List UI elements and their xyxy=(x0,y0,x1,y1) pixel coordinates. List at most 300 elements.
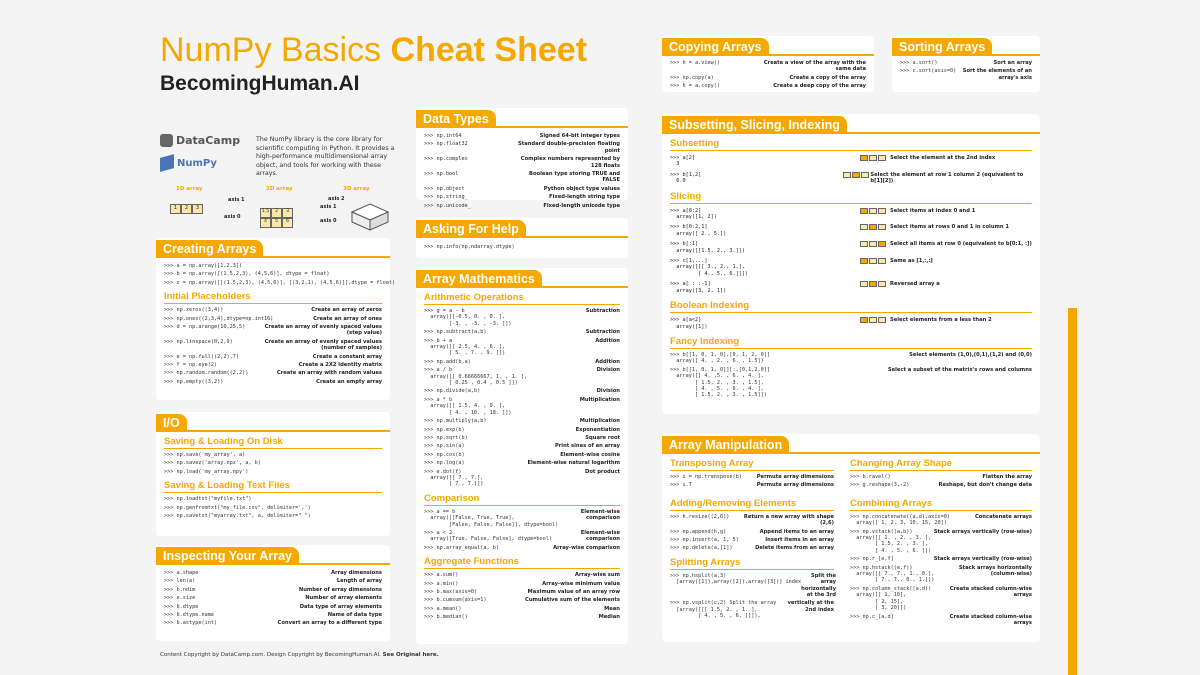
io-text-rows xyxy=(156,495,390,520)
code-description: Stack arrays horizontally (column-wise) xyxy=(958,564,1032,578)
code-text: >>> np.concatenate((a,d),axis=0) array([ 1, 2, 3, 10, 15, 20]) xyxy=(850,513,950,527)
subsection-title: Adding/Removing Elements xyxy=(670,498,834,511)
code-row xyxy=(662,256,1040,279)
code-text: >>> np.sin(a) xyxy=(424,443,465,450)
grid-cell xyxy=(878,155,886,161)
code-text: >>> np.multiply(a,b) xyxy=(424,418,487,425)
subsection-title: Combining Arrays xyxy=(850,498,1032,511)
code-row xyxy=(156,353,390,361)
code-text: >>> a.shape xyxy=(164,570,199,576)
intro-text: The NumPy library is the core library for scientific computing in Python. It provides a high-performance multidimensional array object, and tools for working with these arrays. xyxy=(256,136,395,178)
code-row xyxy=(156,603,390,611)
code-text: >>> a[ : :-1] array([3, 2, 1]) xyxy=(670,281,727,294)
code-row xyxy=(662,528,842,536)
cell-2d: 1.5 xyxy=(260,208,271,218)
code-row xyxy=(662,82,874,90)
code-row xyxy=(156,338,390,353)
code-text: >>> c.sort(axis=0) xyxy=(900,68,957,75)
code-row xyxy=(842,564,1040,585)
section-title: Data Types xyxy=(416,110,496,128)
code-description: Fixed-length unicode type xyxy=(543,202,620,209)
code-description: Subtraction xyxy=(585,308,620,314)
code-description: Stack arrays vertically (row-wise) xyxy=(933,528,1032,535)
code-text: >>> np.cos(b) xyxy=(424,451,465,458)
code-text: >>> e.size xyxy=(164,595,196,602)
code-text: >>> np.object xyxy=(424,185,465,192)
grid-cell xyxy=(878,317,886,323)
cell-1d: 3 xyxy=(192,204,203,214)
code-row xyxy=(156,504,390,512)
code-row xyxy=(416,396,628,417)
cell-1d: 1 xyxy=(170,204,181,214)
code-description: Reversed array a xyxy=(890,281,940,288)
code-description: Stack arrays vertically (row-wise) xyxy=(933,556,1032,563)
code-row xyxy=(156,495,390,503)
code-description: Exponentiation xyxy=(575,426,620,433)
code-description: Permute array dimensions xyxy=(756,474,834,480)
code-row xyxy=(662,222,1040,239)
code-text: >>> np.exp(b) xyxy=(424,426,465,433)
grid-cell xyxy=(860,241,868,247)
code-row xyxy=(662,599,842,620)
code-description: Number of array dimensions xyxy=(298,586,382,593)
code-description: Number of array elements xyxy=(305,595,382,602)
code-text: >>> len(a) xyxy=(164,578,196,585)
code-text: >>> np.column_stack((a,d)) array([[ 1, 10], [ 2, 15], [ 3, 20]]) xyxy=(850,585,932,612)
accent-bar xyxy=(1068,308,1077,675)
datacamp-logo: DataCamp xyxy=(160,134,240,147)
code-text: >>> a == b array([[False, True, True], [False, False, False]], dtype=bool) xyxy=(424,508,559,528)
code-description: Mean xyxy=(604,605,620,612)
code-row xyxy=(156,577,390,585)
code-text: >>> b.dtype xyxy=(164,603,199,610)
code-row xyxy=(416,580,628,588)
code-text: >>> g.reshape(3,-2) xyxy=(850,482,910,489)
code-text: >>> np.load('my_array.npy') xyxy=(164,468,249,475)
code-row xyxy=(416,442,628,450)
dtypes-rows xyxy=(416,128,628,210)
code-row xyxy=(156,262,390,270)
subsetting-rows xyxy=(662,153,1040,187)
grid-cell xyxy=(878,224,886,230)
array-diagram xyxy=(860,281,890,287)
grid-cell xyxy=(860,317,868,323)
code-row xyxy=(156,323,390,338)
code-text: >>> b[:1] array([[1.5, 2., 3.]]) xyxy=(670,241,745,254)
code-description: Maximum value of an array row xyxy=(527,589,620,595)
title-part2: Cheat Sheet xyxy=(390,31,588,69)
code-row xyxy=(156,306,390,314)
label-axis0-3d: axis 0 xyxy=(320,218,337,224)
code-text: >>> d = np.arange(10,25,5) xyxy=(164,324,246,331)
aggregate-rows xyxy=(416,571,628,621)
code-text: >>> np.hsplit(a,3) [array([1]),array([2]),array([3])] index xyxy=(670,572,802,586)
cell-2d: 5 xyxy=(271,218,282,228)
code-text: >>> np.hstack((e,f)) array([[ 7., 7., 1., 0.], [ 7., 7., 0., 1.]]) xyxy=(850,564,935,584)
code-description: Element-wise natural logarithm xyxy=(527,460,620,467)
array-1d xyxy=(170,204,203,214)
code-text: >>> np.int64 xyxy=(424,133,462,139)
code-description: Create a view of the array with the same data xyxy=(763,60,866,73)
code-description: Length of array xyxy=(336,578,382,585)
code-text: >>> np.array_equal(a, b) xyxy=(424,544,499,551)
code-description: Delete items from an array xyxy=(755,545,834,552)
code-description: Create a deep copy of the array xyxy=(773,83,866,90)
code-description: Multiplication xyxy=(579,396,620,403)
code-text: >>> np.savez('array.npz', a, b) xyxy=(164,460,261,467)
code-text: >>> b[1,2] 6.0 xyxy=(670,171,702,185)
code-row xyxy=(416,544,628,552)
code-text: >>> np.delete(a,[1]) xyxy=(670,545,733,552)
code-row xyxy=(842,473,1040,481)
code-row xyxy=(416,571,628,579)
title-part1: NumPy Basics xyxy=(160,31,382,69)
code-row xyxy=(416,132,628,140)
code-text: >>> a[a<2] array([1]) xyxy=(670,317,708,330)
code-description: Dot product xyxy=(585,468,620,475)
comparison-rows xyxy=(416,508,628,552)
numpy-icon xyxy=(160,154,174,172)
cell-2d: 4 xyxy=(260,218,271,228)
array-diagram xyxy=(860,208,890,214)
numpy-logo: NumPy xyxy=(160,156,217,170)
code-description: Create an array of evenly spaced values (number of samples) xyxy=(264,338,382,352)
subsection-title: Fancy Indexing xyxy=(670,336,1032,349)
code-row xyxy=(416,387,628,395)
io-card xyxy=(156,412,390,536)
inspect-rows xyxy=(156,565,390,628)
subsection-title: Aggregate Functions xyxy=(424,556,620,569)
code-description: Data type of array elements xyxy=(299,603,382,610)
code-row xyxy=(842,513,1040,528)
code-description: Create a copy of the array xyxy=(789,74,866,81)
section-title: Array Manipulation xyxy=(662,436,789,454)
code-description: Array-wise comparison xyxy=(553,544,620,551)
code-text: >>> e.dot(f) array([[ 7., 7.], [ 7., 7.]]) xyxy=(424,468,484,488)
code-description: Select all items at row 0 (equivalent to b[0:1, :]) xyxy=(890,241,1032,248)
code-description: Name of data type xyxy=(327,612,382,619)
code-text: >>> h.resize((2,6)) xyxy=(670,513,730,520)
code-row xyxy=(416,613,628,621)
code-description: Create a constant array xyxy=(312,353,382,360)
section-title: Sorting Arrays xyxy=(892,38,992,56)
code-description: Same as [1,:,:] xyxy=(890,258,933,265)
code-description: Addition xyxy=(595,358,620,365)
cell-2d: 2 xyxy=(271,208,282,218)
code-text: >>> np.vstack((a,b)) array([[ 1. , 2. , 3. ], [ 1.5, 2. , 3. ], [ 4. , 5. , 6. ]]) xyxy=(850,528,932,554)
grid-cell xyxy=(869,258,877,264)
array-diagram xyxy=(843,172,870,178)
array-math-card xyxy=(416,268,628,644)
code-row xyxy=(662,366,1040,400)
code-description: Select elements from a less than 2 xyxy=(890,317,992,324)
code-row xyxy=(416,202,628,210)
code-row xyxy=(662,153,1040,170)
creating-rows xyxy=(156,258,396,287)
code-text: >>> b = np.array([(1.5,2,3), (4,5,6)], dtype = float) xyxy=(164,271,330,278)
code-row xyxy=(892,67,1040,82)
code-row xyxy=(662,473,842,481)
code-description: Element-wise comparison xyxy=(580,529,620,543)
code-text: >>> np.add(b,a) xyxy=(424,358,471,365)
code-text: >>> b.median() xyxy=(424,614,468,621)
code-text: >>> a.min() xyxy=(424,580,459,587)
code-description: Sort an array xyxy=(993,60,1032,66)
code-description: Array-wise minimum value xyxy=(542,580,620,587)
section-title: Copying Arrays xyxy=(662,38,769,56)
code-text: >>> a = np.array([1,2,3]) xyxy=(164,263,243,269)
code-description: Cumulative sum of the elements xyxy=(525,597,620,604)
code-text: >>> np.zeros((3,4)) xyxy=(164,307,224,314)
code-row xyxy=(842,555,1040,563)
code-description: Element-wise comparison xyxy=(580,508,620,522)
code-row xyxy=(416,366,628,387)
array-2d xyxy=(260,208,293,228)
code-description: Create an array of zeros xyxy=(311,307,382,314)
code-text: >>> b[[1, 0, 1, 0],[0, 1, 2, 0]] array([ 4. , 2. , 6. , 1.5]) xyxy=(670,351,770,365)
code-description: Select items at rows 0 and 1 in column 1 xyxy=(890,224,1010,231)
code-row xyxy=(156,569,390,577)
section-title: Array Mathematics xyxy=(416,270,542,288)
manipulation-card xyxy=(662,434,1040,642)
grid-cell xyxy=(869,208,877,214)
subsection-title: Initial Placeholders xyxy=(164,291,382,304)
code-description: Array dimensions xyxy=(331,570,382,576)
code-description: Concatenate arrays xyxy=(974,513,1032,520)
code-description: Print sines of an array xyxy=(554,443,620,450)
code-text: >>> np.ones((2,3,4),dtype=np.int16) xyxy=(164,315,274,322)
code-description: Select elements (1,0),(0,1),(1,2) and (0,0) xyxy=(909,351,1032,358)
code-row xyxy=(662,536,842,544)
code-row xyxy=(156,451,390,459)
placeholder-rows xyxy=(156,306,390,386)
code-row xyxy=(662,315,1040,332)
label-3d: 3D array xyxy=(343,186,370,192)
code-row xyxy=(662,206,1040,223)
code-description: Select a subset of the matrix's rows and columns xyxy=(887,366,1032,373)
code-text: >>> np.subtract(a,b) xyxy=(424,329,487,336)
code-text: >>> b.max(axis=0) xyxy=(424,589,478,595)
code-description: Boolean type storing TRUE and FALSE xyxy=(529,171,620,184)
code-row xyxy=(662,239,1040,256)
code-row xyxy=(156,611,390,619)
code-description: Python object type values xyxy=(543,185,620,192)
array-diagram xyxy=(860,224,890,230)
code-description: Flatten the array xyxy=(982,474,1032,480)
code-text: >>> np.vsplit(c,2) Split the array [array([[[ 1.5, 2. , 1. ], [ 4. , 5. , 6. ]]]), xyxy=(670,600,777,620)
subsetting-card xyxy=(662,114,1040,414)
code-text: >>> b + a array([[ 2.5, 4. , 6. ], [ 5. , 7. , 9. ]]) xyxy=(424,337,506,357)
code-row xyxy=(842,528,1040,556)
subsection-title: Subsetting xyxy=(670,138,1032,151)
code-row xyxy=(416,588,628,596)
code-text: >>> np.append(h,g) xyxy=(670,528,727,535)
grid-cell xyxy=(869,281,877,287)
code-row xyxy=(416,358,628,366)
header xyxy=(160,30,587,96)
code-row xyxy=(156,459,390,467)
see-original-link[interactable]: See Original here. xyxy=(382,652,439,658)
code-text: >>> np.divide(a,b) xyxy=(424,388,481,395)
code-row xyxy=(662,572,842,600)
footer: Content Copyright by DataCamp.com. Design Copyright by BecomingHuman.AI. See Original here. xyxy=(160,652,439,658)
code-row xyxy=(416,337,628,358)
grid-cell xyxy=(843,172,851,178)
code-text: >>> np.log(a) xyxy=(424,460,465,467)
section-title: Subsetting, Slicing, Indexing xyxy=(662,116,847,134)
subsection-title: Boolean Indexing xyxy=(670,300,1032,313)
subsection-title: Arithmetic Operations xyxy=(424,292,620,305)
code-description: Create an array of evenly spaced values (step value) xyxy=(264,324,382,337)
code-row xyxy=(662,513,842,528)
code-text: >>> i.T xyxy=(670,482,692,489)
data-types-card xyxy=(416,108,628,209)
code-description: Multiplication xyxy=(579,418,620,425)
code-text: >>> a < 2 array([True, False, False], dtype=bool) xyxy=(424,529,553,543)
code-text: >>> a * b array([[ 1.5, 4. , 9. ], [ 4. , 10. , 18. ]]) xyxy=(424,396,512,416)
code-description: Return a new array with shape (2,6) xyxy=(743,513,834,527)
code-description: Signed 64-bit integer types xyxy=(539,133,620,139)
code-text: >>> b[[1, 0, 1, 0]][:,[0,1,2,0]] array([[ 4. ,5. , 6. , 4. ], [ 1.5, 2. , 3. , 1.5], [ 4. , 5. , 6. , 4. ], [ 1.5, 2. , 3. , 1.5]]) xyxy=(670,366,770,399)
array-3d-cube xyxy=(350,202,390,232)
grid-cell xyxy=(878,208,886,214)
array-diagram xyxy=(860,155,890,161)
code-row xyxy=(662,279,1040,296)
grid-cell xyxy=(860,281,868,287)
grid-cell xyxy=(878,281,886,287)
grid-cell xyxy=(869,241,877,247)
code-description: Complex numbers represented by 128 floats xyxy=(520,156,620,169)
code-row xyxy=(842,613,1040,628)
boolean-rows xyxy=(662,315,1040,332)
code-text: >>> a.mean() xyxy=(424,605,462,612)
subsection-title: Slicing xyxy=(670,191,1032,204)
code-description: Create an empty array xyxy=(316,378,382,385)
code-description: Split the array horizontally at the 3rd xyxy=(801,572,836,599)
sort-rows xyxy=(892,56,1040,82)
code-row xyxy=(416,468,628,489)
code-description: Select the element at the 2nd index xyxy=(890,155,996,161)
code-row xyxy=(416,508,628,529)
code-description: Element-wise cosine xyxy=(560,451,620,458)
code-description: Create an array of ones xyxy=(313,315,382,322)
code-row xyxy=(662,544,842,552)
grid-cell xyxy=(860,258,868,264)
code-row xyxy=(156,369,390,377)
code-text: >>> np.empty((3,2)) xyxy=(164,378,224,385)
label-axis1-2d: axis 1 xyxy=(228,197,245,203)
subsection-title: Transposing Array xyxy=(670,458,834,471)
copying-card xyxy=(662,36,874,92)
code-row xyxy=(416,328,628,336)
code-description: Permute array dimensions xyxy=(756,482,834,489)
cell-1d: 2 xyxy=(181,204,192,214)
grid-cell xyxy=(878,258,886,264)
label-1d: 1D array xyxy=(176,186,203,192)
transpose-rows xyxy=(662,473,842,490)
code-text: >>> g = a - b array([[-0.5, 0. , 0. ], [-3. , -3. , -3. ]]) xyxy=(424,308,512,327)
code-text: >>> b.dtype.name xyxy=(164,612,214,619)
code-text: >>> np.linspace(0,2,9) xyxy=(164,338,233,345)
code-text: >>> np.float32 xyxy=(424,141,468,148)
section-title: Creating Arrays xyxy=(156,240,263,258)
code-text: >>> np.loadtxt("myfile.txt") xyxy=(164,496,252,503)
code-row xyxy=(416,140,628,155)
creating-arrays-card xyxy=(156,238,396,400)
code-row xyxy=(416,434,628,442)
code-row xyxy=(416,605,628,613)
code-row xyxy=(156,512,390,520)
code-row xyxy=(156,361,390,369)
grid-cell xyxy=(860,155,868,161)
code-text: >>> b.ndim xyxy=(164,586,196,593)
code-text: >>> b[0:2,1] array([ 2., 5.]) xyxy=(670,224,727,237)
code-text: >>> np.complex xyxy=(424,156,468,163)
code-text: >>> np.insert(a, 1, 5) xyxy=(670,537,739,544)
code-row xyxy=(892,59,1040,67)
code-text: >>> np.unicode_ xyxy=(424,202,471,209)
code-row xyxy=(416,596,628,604)
array-diagram xyxy=(860,258,890,264)
code-description: Create stacked column-wise arrays xyxy=(949,585,1032,599)
inspecting-card xyxy=(156,545,390,641)
code-text: >>> np.string_ xyxy=(424,194,468,201)
subsection-title: Splitting Arrays xyxy=(670,557,834,570)
code-text: >>> a[0:2] array([1, 2]) xyxy=(670,207,717,221)
grid-cell xyxy=(869,155,877,161)
code-description: Convert an array to a different type xyxy=(277,620,382,627)
subsection-title: Changing Array Shape xyxy=(850,458,1032,471)
code-description: Create a 2X2 identity matrix xyxy=(298,362,382,369)
code-row xyxy=(842,585,1040,613)
code-row xyxy=(156,315,390,323)
code-row xyxy=(156,586,390,594)
code-text: >>> h = a.view() xyxy=(670,60,720,66)
grid-cell xyxy=(869,224,877,230)
section-title: Inspecting Your Array xyxy=(156,547,299,565)
code-description: Append items to an array xyxy=(759,528,834,535)
code-text: >>> a / b array([[ 0.66666667, 1. , 1. ], [ 0.25 , 0.4 , 0.5 ]]) xyxy=(424,367,528,387)
code-row xyxy=(416,417,628,425)
code-text: >>> a[2] 3 xyxy=(670,155,695,168)
code-row xyxy=(416,529,628,544)
label-axis1-3d: axis 1 xyxy=(320,204,337,210)
subsection-title: Saving & Loading On Disk xyxy=(164,436,382,449)
code-text: >>> np.genfromtxt("my_file.csv", delimiter=',') xyxy=(164,504,311,511)
code-text: >>> np.copy(a) xyxy=(670,74,714,81)
combining-rows xyxy=(842,513,1040,628)
cell-2d: 6 xyxy=(282,218,293,228)
io-disk-rows xyxy=(156,451,390,476)
code-text: >>> h = a.copy() xyxy=(670,83,720,90)
code-row xyxy=(156,468,390,476)
copy-rows xyxy=(662,56,874,91)
code-row xyxy=(416,451,628,459)
brand: BecomingHuman.AI xyxy=(160,72,360,95)
subsection-title: Saving & Loading Text Files xyxy=(164,480,382,493)
code-description: Fixed-length string type xyxy=(549,194,620,201)
code-row xyxy=(156,594,390,602)
code-text: >>> np.savetxt("myarray.txt", a, delimiter=" ") xyxy=(164,513,311,520)
section-title: I/O xyxy=(156,414,187,432)
code-row xyxy=(416,193,628,201)
grid-cell xyxy=(852,172,860,178)
cell-2d: 3 xyxy=(282,208,293,218)
code-description: Insert items in an array xyxy=(765,537,834,544)
code-description: Subtraction xyxy=(585,329,620,336)
code-row xyxy=(416,170,628,185)
help-code: >>> np.info(np.ndarray.dtype) xyxy=(424,244,515,250)
